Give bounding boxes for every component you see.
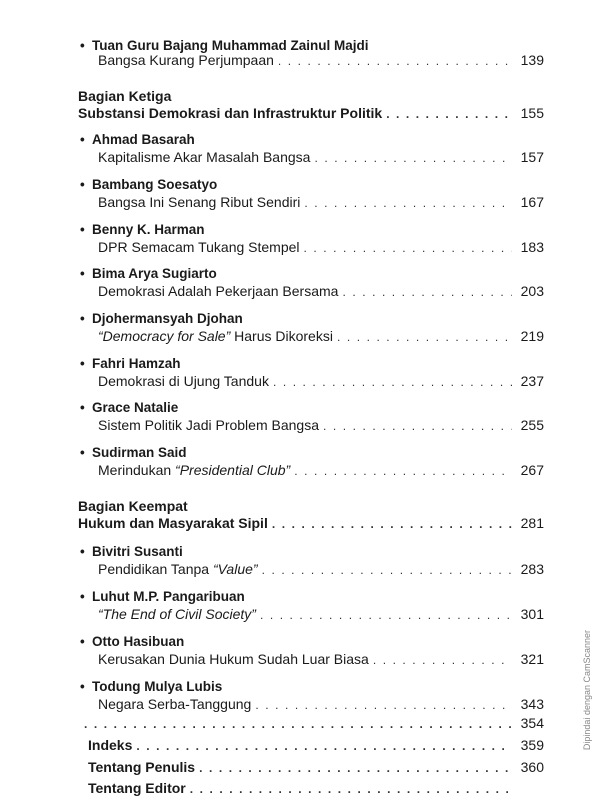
toc-author: • Djohermansyah Djohan: [80, 311, 243, 326]
leader-dots: [260, 608, 512, 622]
leader-dots: [323, 419, 512, 433]
back-matter-label: Tentang Editor: [88, 780, 186, 796]
toc-page-number: 283: [520, 561, 544, 577]
bullet-icon: •: [80, 679, 85, 694]
toc-entry-title: Demokrasi di Ujung Tanduk: [98, 373, 269, 389]
toc-page-number: 255: [520, 417, 544, 433]
leader-dots: [190, 782, 512, 796]
leader-dots: [304, 196, 512, 210]
toc-author: • Grace Natalie: [80, 400, 179, 415]
toc-author: • Bambang Soesatyo: [80, 177, 218, 192]
toc-author: • Fahri Hamzah: [80, 356, 181, 371]
scanner-watermark: Dipindai dengan CamScanner: [582, 630, 592, 751]
section-title: Substansi Demokrasi dan Infrastruktur Politik: [78, 105, 383, 121]
toc-entry[interactable]: [98, 651, 544, 671]
toc-page-number: 360: [520, 759, 544, 775]
section-heading: Bagian Keempat: [78, 498, 188, 514]
leader-dots: [84, 717, 512, 731]
back-matter-entry[interactable]: [88, 780, 544, 800]
leader-dots: [373, 653, 512, 667]
toc-page-number: 281: [520, 515, 544, 531]
toc-page-number: 167: [520, 194, 544, 210]
toc-author: • Luhut M.P. Pangaribuan: [80, 589, 245, 604]
bullet-icon: •: [80, 400, 85, 415]
bullet-icon: •: [80, 132, 85, 147]
toc-page-number: 237: [520, 373, 544, 389]
toc-page-number: 359: [520, 737, 544, 753]
toc-entry-title: Pendidikan Tanpa “Value”: [98, 561, 258, 577]
leader-dots: [262, 563, 512, 577]
toc-page-number: 203: [520, 283, 544, 299]
leader-dots: [255, 698, 512, 712]
leader-dots: [342, 285, 512, 299]
toc-author: • Bivitri Susanti: [80, 544, 183, 559]
section-entry[interactable]: [78, 515, 544, 535]
toc-entry[interactable]: [98, 149, 544, 169]
toc-entry[interactable]: [98, 373, 544, 393]
toc-entry[interactable]: [98, 417, 544, 437]
toc-entry[interactable]: [98, 52, 544, 72]
bullet-icon: •: [80, 222, 85, 237]
back-matter-label: Tentang Penulis: [88, 759, 196, 775]
toc-entry-title: Kerusakan Dunia Hukum Sudah Luar Biasa: [98, 651, 369, 667]
toc-entry-title: Sistem Politik Jadi Problem Bangsa: [98, 417, 319, 433]
toc-entry[interactable]: [98, 283, 544, 303]
leader-dots: [272, 517, 512, 531]
toc-author: • Sudirman Said: [80, 445, 187, 460]
toc-entry[interactable]: [98, 561, 544, 581]
toc-page-number: 219: [520, 328, 544, 344]
bullet-icon: •: [80, 634, 85, 649]
leader-dots: [294, 464, 512, 478]
toc-entry-title: “Democracy for Sale” Harus Dikoreksi: [98, 328, 333, 344]
toc-entry[interactable]: [98, 606, 544, 626]
toc-entry[interactable]: [98, 194, 544, 214]
back-matter-entry[interactable]: [88, 737, 544, 757]
toc-entry-title: “The End of Civil Society”: [98, 606, 256, 622]
toc-author: • Otto Hasibuan: [80, 634, 185, 649]
toc-entry-title: Negara Serba-Tanggung: [98, 696, 252, 712]
toc-page-number: 343: [520, 696, 544, 712]
bullet-icon: •: [80, 544, 85, 559]
leader-dots: [199, 761, 512, 775]
toc-entry-title: Bangsa Ini Senang Ribut Sendiri: [98, 194, 301, 210]
bullet-icon: •: [80, 445, 85, 460]
toc-entry-title: Merindukan “Presidential Club”: [98, 462, 291, 478]
toc-page-number: 267: [520, 462, 544, 478]
back-matter-entry[interactable]: [88, 759, 544, 779]
leader-dots: [278, 54, 512, 68]
toc-entry-title: DPR Semacam Tukang Stempel: [98, 239, 300, 255]
toc-page-number: 183: [520, 239, 544, 255]
toc-author: • Tuan Guru Bajang Muhammad Zainul Majdi: [80, 38, 369, 53]
back-matter-label: Indeks: [88, 737, 133, 753]
leader-dots: [337, 330, 512, 344]
leader-dots: [136, 739, 512, 753]
toc-author: • Todung Mulya Lubis: [80, 679, 223, 694]
toc-entry[interactable]: [98, 328, 544, 348]
toc-entry[interactable]: [98, 696, 544, 716]
bullet-icon: •: [80, 38, 85, 53]
back-matter-entry[interactable]: [78, 715, 544, 735]
bullet-icon: •: [80, 589, 85, 604]
toc-page-number: 139: [520, 52, 544, 68]
toc-entry[interactable]: [98, 462, 544, 482]
toc-author: • Ahmad Basarah: [80, 132, 195, 147]
bullet-icon: •: [80, 356, 85, 371]
leader-dots: [304, 241, 512, 255]
leader-dots: [273, 375, 512, 389]
toc-entry-title: Bangsa Kurang Perjumpaan: [98, 52, 274, 68]
toc-entry-title: Kapitalisme Akar Masalah Bangsa: [98, 149, 311, 165]
leader-dots: [314, 151, 512, 165]
toc-page-number: 155: [520, 105, 544, 121]
section-title: Hukum dan Masyarakat Sipil: [78, 515, 268, 531]
toc-entry[interactable]: [98, 239, 544, 259]
section-heading: Bagian Ketiga: [78, 88, 172, 104]
toc-author: • Benny K. Harman: [80, 222, 205, 237]
bullet-icon: •: [80, 311, 85, 326]
leader-dots: [386, 107, 512, 121]
toc-page-number: 354: [520, 715, 544, 731]
toc-entry-title: Demokrasi Adalah Pekerjaan Bersama: [98, 283, 339, 299]
bullet-icon: •: [80, 266, 85, 281]
toc-author: • Bima Arya Sugiarto: [80, 266, 217, 281]
bullet-icon: •: [80, 177, 85, 192]
toc-page-number: 301: [520, 606, 544, 622]
section-entry[interactable]: [78, 105, 544, 125]
toc-page-number: 321: [520, 651, 544, 667]
toc-page-number: 157: [520, 149, 544, 165]
